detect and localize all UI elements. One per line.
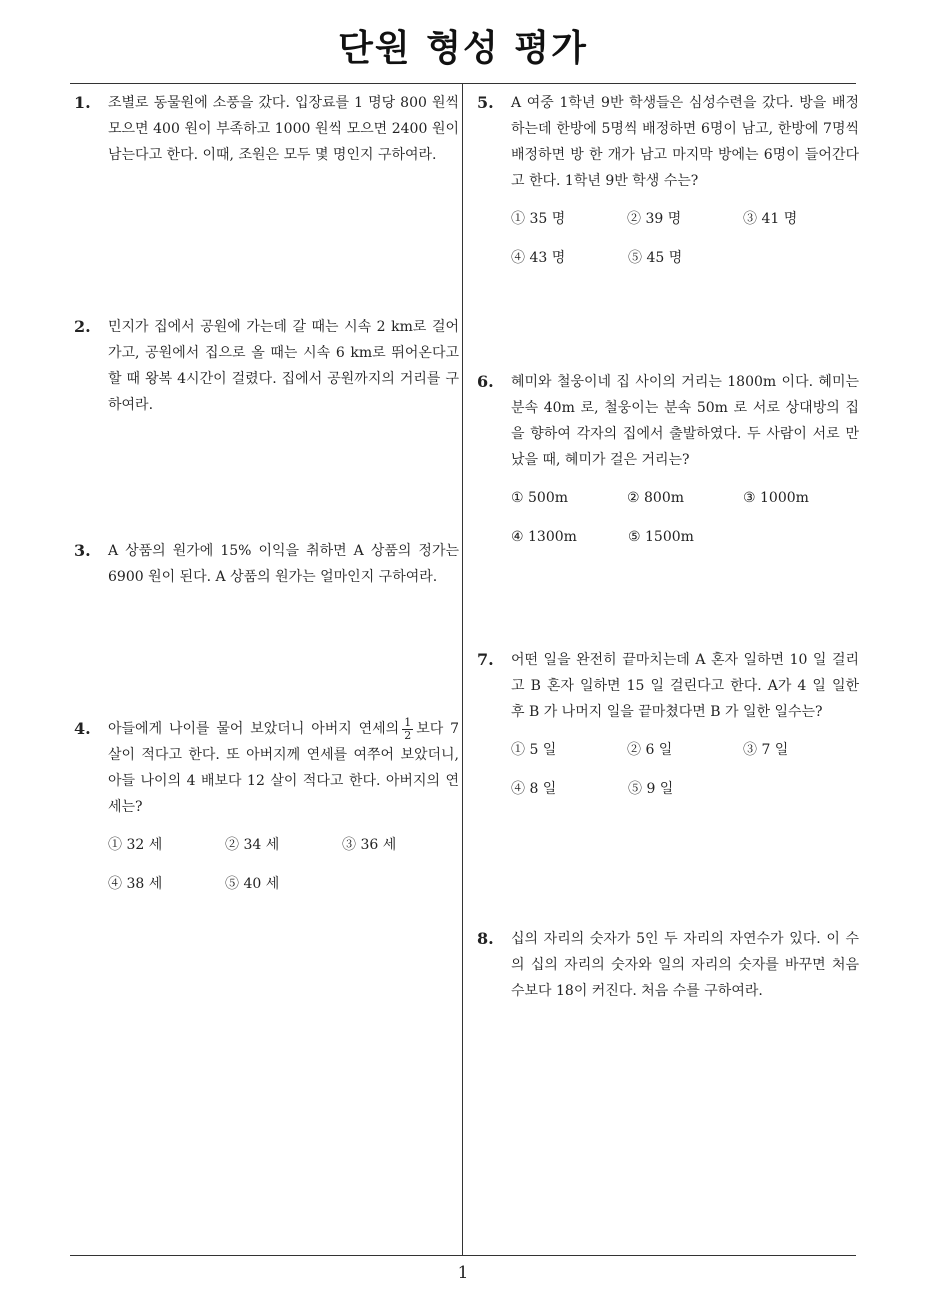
answer-choices <box>511 485 859 563</box>
problem-text: A 상품의 원가에 15% 이익을 취하면 A 상품의 정가는 6900 원이 된다. A 상품의 원가는 얼마인지 구하여라. <box>108 543 459 585</box>
choice-2[interactable]: ② 6 일 <box>627 742 673 758</box>
choice-1[interactable]: ① 32 세 <box>108 837 163 853</box>
problem-text <box>108 716 459 820</box>
answer-choices <box>108 832 459 910</box>
problem-3 <box>74 538 459 590</box>
problem-text: A 여중 1학년 9반 학생들은 심성수련을 갔다. 방을 배정하는데 한방에 5명씩 배정하면 6명이 남고, 한방에 7명씩 배정하면 방 한 개가 남고 마지막 방에는 6명이 들어간다고 한다. 1학년 9반 학생 수는? <box>511 95 859 189</box>
page-number: 1 <box>457 1263 469 1283</box>
problem-2 <box>74 314 459 418</box>
choice-1[interactable]: ① 5 일 <box>511 742 557 758</box>
problem-text-before: 아들에게 나이를 물어 보았더니 아버지 연세의 <box>108 721 400 737</box>
problem-text: 민지가 집에서 공원에 가는데 갈 때는 시속 2 km로 걸어가고, 공원에서 집으로 올 때는 시속 6 km로 뛰어온다고 할 때 왕복 4시간이 걸렸다. 집에서 공원까지의 거리를 구하여라. <box>108 319 459 413</box>
problem-number: 7. <box>477 650 494 669</box>
choice-5[interactable]: ⑤ 9 일 <box>628 781 674 797</box>
problem-text: 혜미와 철웅이네 집 사이의 거리는 1800m 이다. 혜미는 분속 40m 로, 철웅이는 분속 50m 로 서로 상대방의 집을 향하여 각자의 집에서 출발하였다. 두 사람이 서로 만났을 때, 혜미가 걸은 거리는? <box>511 374 859 468</box>
choice-3[interactable]: ③ 41 명 <box>743 211 798 227</box>
problem-5 <box>477 90 859 284</box>
choice-1[interactable]: ① 35 명 <box>511 211 566 227</box>
problem-4 <box>74 716 459 910</box>
answer-choices <box>511 206 859 284</box>
problem-1 <box>74 90 459 168</box>
problem-text: 어떤 일을 완전히 끝마치는데 A 혼자 일하면 10 일 걸리고 B 혼자 일하면 15 일 걸린다고 한다. A가 4 일 일한 후 B 가 나머지 일을 끝마쳤다면 B 가 일한 일수는? <box>511 652 859 720</box>
choice-5[interactable]: ⑤ 40 세 <box>225 876 280 892</box>
problem-number: 2. <box>74 317 91 336</box>
page-title: 단원 형성 평가 <box>338 28 588 69</box>
problem-text-after: 보다 7 살이 적다고 한다. 또 아버지께 연세를 여쭈어 보았더니, 아들 나이의 4 배보다 12 살이 적다고 한다. 아버지의 연세는? <box>108 721 459 815</box>
problem-number: 1. <box>74 93 91 112</box>
top-rule <box>70 83 856 84</box>
choice-1[interactable]: ① 500m <box>511 490 568 506</box>
problem-number: 3. <box>74 541 91 560</box>
fraction-numerator: 1 <box>404 715 412 729</box>
problem-text: 조별로 동물원에 소풍을 갔다. 입장료를 1 명당 800 원씩 모으면 400 원이 부족하고 1000 원씩 모으면 2400 원이 남는다고 한다. 이때, 조원은 모두 몇 명인지 구하여라. <box>108 95 459 163</box>
choice-4[interactable]: ④ 1300m <box>511 529 577 545</box>
choice-4[interactable]: ④ 43 명 <box>511 250 566 266</box>
problem-8 <box>477 926 859 1004</box>
choice-2[interactable]: ② 34 세 <box>225 837 280 853</box>
choice-4[interactable]: ④ 8 일 <box>511 781 557 797</box>
problem-7 <box>477 647 859 815</box>
choice-2[interactable]: ② 39 명 <box>627 211 682 227</box>
choice-5[interactable]: ⑤ 1500m <box>628 529 694 545</box>
bottom-rule <box>70 1255 856 1256</box>
problem-6 <box>477 369 859 563</box>
choice-4[interactable]: ④ 38 세 <box>108 876 163 892</box>
choice-2[interactable]: ② 800m <box>627 490 684 506</box>
problem-number: 4. <box>74 719 91 738</box>
choice-3[interactable]: ③ 7 일 <box>743 742 789 758</box>
column-divider <box>462 84 463 1255</box>
problem-number: 6. <box>477 372 494 391</box>
answer-choices <box>511 737 859 815</box>
problem-number: 5. <box>477 93 494 112</box>
choice-3[interactable]: ③ 1000m <box>743 490 809 506</box>
choice-3[interactable]: ③ 36 세 <box>342 837 397 853</box>
fraction-denominator: 2 <box>404 728 412 742</box>
problem-text: 십의 자리의 숫자가 5인 두 자리의 자연수가 있다. 이 수의 십의 자리의 숫자와 일의 자리의 숫자를 바꾸면 처음 수보다 18이 커진다. 처음 수를 구하여라. <box>511 931 859 999</box>
problem-number: 8. <box>477 929 494 948</box>
fraction <box>402 717 413 742</box>
choice-5[interactable]: ⑤ 45 명 <box>628 250 683 266</box>
